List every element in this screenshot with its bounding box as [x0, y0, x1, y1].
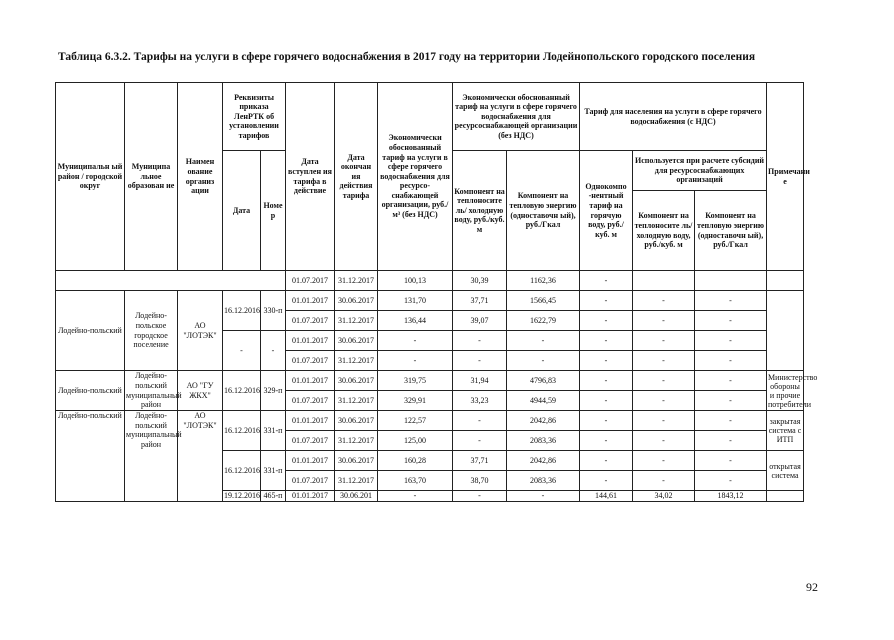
- cell-heat-carrier: 39,07: [453, 311, 507, 331]
- header-organization: Наимен ование организ ации: [178, 83, 223, 271]
- table-row: [56, 371, 804, 391]
- cell-organization: АО "ГУ ЖКХ": [178, 371, 223, 411]
- cell-start-date: 01.01.2017: [286, 491, 335, 502]
- cell-start-date: 01.07.2017: [286, 391, 335, 411]
- cell-single-part: -: [580, 291, 633, 311]
- cell-note: закрытая система с ИТП: [767, 411, 804, 451]
- cell-pop-thermal-energy: -: [695, 331, 767, 351]
- cell-order-number: 330-п: [261, 291, 286, 331]
- cell-organization: АО "ЛОТЭК": [178, 291, 223, 371]
- cell-start-date: 01.07.2017: [286, 471, 335, 491]
- cell-order-number: -: [261, 331, 286, 371]
- cell-pop-thermal-energy: -: [695, 311, 767, 331]
- cell-pop-thermal-energy: [695, 271, 767, 291]
- cell-econ-tariff: -: [378, 331, 453, 351]
- cell-order-number: 331-п: [261, 411, 286, 451]
- cell-start-date: 01.01.2017: [286, 291, 335, 311]
- cell-heat-carrier: 37,71: [453, 451, 507, 471]
- cell-single-part: -: [580, 471, 633, 491]
- cell-econ-tariff: 100,13: [378, 271, 453, 291]
- cell-pop-heat-carrier: -: [633, 331, 695, 351]
- cell-thermal-energy: -: [507, 351, 580, 371]
- cell-heat-carrier: 37,71: [453, 291, 507, 311]
- cell-pop-thermal-energy: -: [695, 411, 767, 431]
- cell-single-part: -: [580, 351, 633, 371]
- header-heat-carrier-component: Компонент на теплоносите ль/ холодную воду, руб./куб. м: [453, 151, 507, 271]
- cell-thermal-energy: 1622,79: [507, 311, 580, 331]
- cell-order-date: 16.12.2016: [223, 451, 261, 491]
- cell-note: Министерство обороны и прочие потребители: [768, 372, 818, 409]
- cell-pop-thermal-energy: -: [695, 351, 767, 371]
- cell-district: Лодейно-польский: [56, 411, 125, 502]
- cell-start-date: 01.07.2017: [286, 351, 335, 371]
- header-order-number: Номе р: [261, 151, 286, 271]
- header-pop-thermal-energy: Компонент на тепловую энергию (одноставочн ый), руб./Гкал: [695, 191, 767, 271]
- header-population-tariff: Тариф для населения на услуги в сфере горячего водоснабжения (с НДС): [580, 83, 767, 151]
- cell-thermal-energy: 4944,59: [507, 391, 580, 411]
- cell-thermal-energy: -: [507, 491, 580, 502]
- cell-pop-heat-carrier: -: [633, 311, 695, 331]
- cell-econ-tariff: 136,44: [378, 311, 453, 331]
- header-pop-heat-carrier: Компонент на теплоносите ль/ холодную воду, руб./куб. м: [633, 191, 695, 271]
- header-notes: Примечани е: [767, 83, 804, 271]
- cell-pop-heat-carrier: -: [633, 391, 695, 411]
- cell-pop-thermal-energy: -: [695, 431, 767, 451]
- table-title: Таблица 6.3.2. Тарифы на услуги в сфере горячего водоснабжения в 2017 году на территории Лодейнопольского городского поселения: [58, 51, 756, 63]
- cell-pop-heat-carrier: -: [633, 351, 695, 371]
- cell-end-date: 31.12.2017: [335, 431, 378, 451]
- cell-thermal-energy: 4796,83: [507, 371, 580, 391]
- cell-thermal-energy: 1162,36: [507, 271, 580, 291]
- cell-start-date: 01.07.2017: [286, 271, 335, 291]
- cell-municipality: Лодейно-польский муниципальный район: [126, 371, 182, 410]
- cell-single-part: -: [580, 331, 633, 351]
- cell-single-part: -: [580, 431, 633, 451]
- cell-organization: АО "ЛОТЭК": [178, 411, 223, 502]
- cell-pop-thermal-energy: -: [695, 451, 767, 471]
- cell-start-date: 01.01.2017: [286, 371, 335, 391]
- cell-start-date: 01.01.2017: [286, 331, 335, 351]
- cell-end-date: 31.12.2017: [335, 391, 378, 411]
- cell-econ-tariff: 163,70: [378, 471, 453, 491]
- cell-end-date: 31.12.2017: [335, 311, 378, 331]
- cell-thermal-energy: 2042,86: [507, 451, 580, 471]
- header-start-date: Дата вступлен ия тарифа в действие: [286, 83, 335, 271]
- cell-end-date: 30.06.2017: [335, 371, 378, 391]
- cell-pop-thermal-energy: -: [695, 391, 767, 411]
- header-single-part-tariff: Однокомпо -нентный тариф на горячую воду, руб./куб. м: [580, 151, 633, 271]
- cell-end-date: 30.06.2017: [335, 451, 378, 471]
- cell-order-date: -: [223, 331, 261, 371]
- cell-heat-carrier: 33,23: [453, 391, 507, 411]
- cell-note: [767, 271, 804, 291]
- cell-district: Лодейно-польский: [56, 371, 125, 411]
- cell-pop-heat-carrier: 34,02: [633, 491, 695, 502]
- cell-pop-heat-carrier: -: [633, 371, 695, 391]
- cell-end-date: 31.12.2017: [335, 471, 378, 491]
- empty-cell: [56, 271, 286, 291]
- cell-order-date: 16.12.2016: [223, 291, 261, 331]
- cell-pop-heat-carrier: -: [633, 291, 695, 311]
- cell-heat-carrier: -: [453, 331, 507, 351]
- cell-start-date: 01.07.2017: [286, 431, 335, 451]
- cell-pop-thermal-energy: 1843,12: [695, 491, 767, 502]
- cell-end-date: 30.06.201: [335, 491, 378, 502]
- cell-pop-heat-carrier: -: [633, 451, 695, 471]
- cell-single-part: -: [580, 411, 633, 431]
- cell-single-part: -: [580, 311, 633, 331]
- cell-end-date: 31.12.2017: [335, 351, 378, 371]
- cell-end-date: 30.06.2017: [335, 411, 378, 431]
- cell-order-number: 465-п: [261, 491, 286, 502]
- cell-note: [767, 291, 804, 371]
- page-number: 92: [806, 580, 818, 594]
- header-municipality: Муниципа льное образован ие: [125, 83, 178, 271]
- cell-heat-carrier: 30,39: [453, 271, 507, 291]
- cell-order-number: 329-п: [261, 371, 286, 411]
- header-order-date: Дата: [223, 151, 261, 271]
- cell-district: Лодейно-польский: [56, 291, 125, 371]
- cell-single-part: 144,61: [580, 491, 633, 502]
- cell-heat-carrier: -: [453, 431, 507, 451]
- cell-municipality: Лодейно-польский муниципальный район: [125, 411, 178, 502]
- cell-econ-tariff: 329,91: [378, 391, 453, 411]
- cell-thermal-energy: 1566,45: [507, 291, 580, 311]
- header-econ-components: Экономически обоснованный тариф на услуги в сфере горячего водоснабжения для ресурсоснабжающей организации (без НДС): [453, 83, 580, 151]
- cell-note: открытая система: [767, 451, 804, 491]
- cell-single-part: -: [580, 271, 633, 291]
- cell-end-date: 31.12.2017: [335, 271, 378, 291]
- cell-single-part: -: [580, 391, 633, 411]
- header-order-details: Реквизиты приказа ЛенРТК об установлении тарифов: [223, 83, 286, 151]
- cell-pop-heat-carrier: -: [633, 471, 695, 491]
- cell-econ-tariff: 125,00: [378, 431, 453, 451]
- cell-end-date: 30.06.2017: [335, 291, 378, 311]
- cell-pop-thermal-energy: -: [695, 471, 767, 491]
- header-subsidy-calc: Используется при расчете субсидий для ресурсоснабжающих организаций: [633, 151, 767, 191]
- cell-pop-thermal-energy: -: [695, 291, 767, 311]
- cell-heat-carrier: -: [453, 411, 507, 431]
- cell-order-number: 331-п: [261, 451, 286, 491]
- cell-thermal-energy: 2042,86: [507, 411, 580, 431]
- cell-single-part: -: [580, 371, 633, 391]
- cell-order-date: 19.12.2016: [224, 491, 260, 500]
- cell-start-date: 01.07.2017: [286, 311, 335, 331]
- cell-heat-carrier: 38,70: [453, 471, 507, 491]
- cell-note: [767, 491, 804, 502]
- cell-econ-tariff: 131,70: [378, 291, 453, 311]
- cell-pop-thermal-energy: -: [695, 371, 767, 391]
- cell-econ-tariff: -: [378, 491, 453, 502]
- cell-single-part: -: [580, 451, 633, 471]
- table-row: [56, 291, 804, 311]
- cell-pop-heat-carrier: -: [633, 411, 695, 431]
- cell-heat-carrier: -: [453, 491, 507, 502]
- tariff-table: [55, 82, 818, 502]
- header-municipal-district: Муниципальн ый район / городской округ: [56, 83, 125, 271]
- table-row: [56, 271, 804, 291]
- cell-thermal-energy: -: [507, 331, 580, 351]
- cell-start-date: 01.01.2017: [286, 451, 335, 471]
- header-end-date: Дата окончан ия действия тарифа: [335, 83, 378, 271]
- cell-pop-heat-carrier: -: [633, 431, 695, 451]
- cell-municipality: Лодейно-польское городское поселение: [125, 291, 178, 371]
- cell-econ-tariff: 122,57: [378, 411, 453, 431]
- header-thermal-energy-component: Компонент на тепловую энергию (одноставочн ый), руб./Гкал: [507, 151, 580, 271]
- cell-thermal-energy: 2083,36: [507, 471, 580, 491]
- cell-pop-heat-carrier: [633, 271, 695, 291]
- header-econ-tariff: Экономически обоснованный тариф на услуги в сфере горячего водоснабжения для ресурсо-снабжающей организации, руб./м³ (без НДС): [378, 83, 453, 271]
- cell-order-date: 16.12.2016: [223, 371, 261, 411]
- cell-heat-carrier: -: [453, 351, 507, 371]
- cell-econ-tariff: 319,75: [378, 371, 453, 391]
- table-row: [56, 411, 804, 431]
- cell-econ-tariff: 160,28: [378, 451, 453, 471]
- cell-start-date: 01.01.2017: [286, 411, 335, 431]
- cell-end-date: 30.06.2017: [335, 331, 378, 351]
- cell-order-date: 16.12.2016: [223, 411, 261, 451]
- cell-heat-carrier: 31,94: [453, 371, 507, 391]
- cell-econ-tariff: -: [378, 351, 453, 371]
- cell-thermal-energy: 2083,36: [507, 431, 580, 451]
